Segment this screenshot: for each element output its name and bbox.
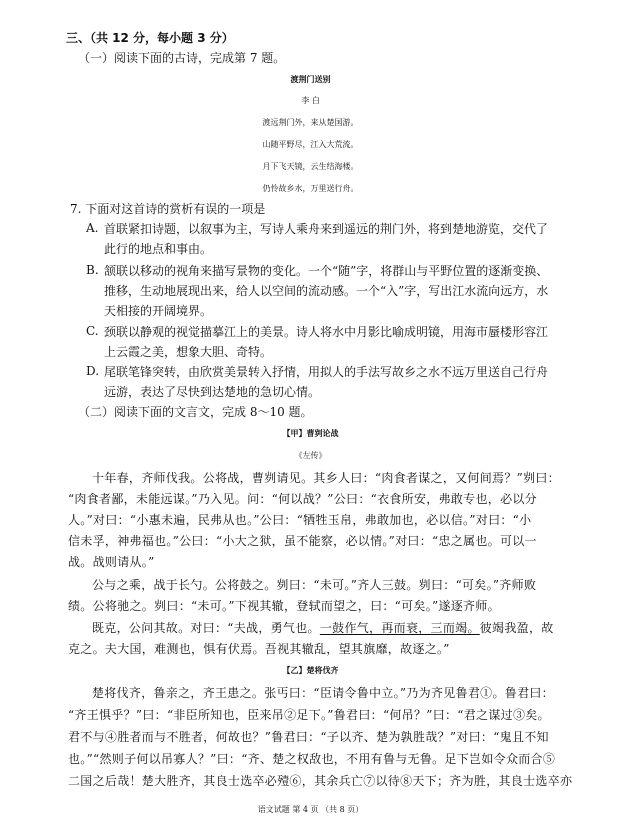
text-a-line: “肉食者鄙，未能远谋。”乃入见。问：“何以战？”公曰：“衣食所安，弗敢专也，必以分 <box>68 492 537 506</box>
poem-line: 山随平野尽，江入大荒流。 <box>262 140 359 149</box>
option-a-label: A. <box>86 221 99 235</box>
option-b-text: 推移，生动地展现出来，给人以空间的流动感。一个“入”字，写出江水流向远方，水 <box>104 284 549 298</box>
text-a-line <box>92 620 554 636</box>
text-a-title: 【甲】曹刿论战 <box>282 429 339 438</box>
text-a-line: 信未孚，神弗福也。”公曰：“小大之狱，虽不能察，必以情。”对曰：“忠之属也。可以一 <box>68 534 537 548</box>
poem-author: 李 白 <box>301 96 320 105</box>
underlined-phrase: 一鼓作气，再而衰，三而竭。 <box>319 621 480 635</box>
option-a-text: 此行的地点和事由。 <box>104 242 213 256</box>
page-footer: 语文试题 第 4 页 （共 8 页） <box>257 805 364 814</box>
option-d-text: 远游，表达了尽快到达楚地的急切心情。 <box>104 385 321 399</box>
section-heading: 三、（共 12 分，每小题 3 分） <box>66 31 234 45</box>
text-a-line: 人。”对曰：“小惠未遍，民弗从也。”公曰：“牺牲玉帛，弗敢加也，必以信。”对曰：“小 <box>68 513 532 527</box>
text-a-line: 十年春，齐师伐我。公将战，曹刿请见。其乡人曰：“肉食者谋之，又何间焉？”刿曰： <box>92 471 560 485</box>
text-b-line: 君不与④胜者而与不胜者，何故也？”鲁君曰：“子以齐、楚为孰胜哉？”对曰：“鬼且不知 <box>68 730 549 744</box>
text-b-title: 【乙】楚将伐齐 <box>282 666 339 675</box>
question7-stem: 7. 下面对这首诗的赏析有误的一项是 <box>70 202 266 216</box>
poem-line: 仍怜故乡水，万里送行舟。 <box>262 184 359 193</box>
option-c-text: 上云霞之美，想象大胆、奇特。 <box>104 345 273 359</box>
option-b-label: B. <box>86 263 99 277</box>
poem-title: 渡荆门送别 <box>290 75 331 84</box>
text-b-line: 二国之后哉！楚大胜齐，其良士选卒必殪⑥，其余兵亡⑦以待⑧天下；齐为胜，其良士选卒亦 <box>68 774 573 788</box>
poem-line: 月下飞天镜，云生结海楼。 <box>262 162 359 171</box>
option-c-text: 颈联以静观的视觉描摹江上的美景。诗人将水中月影比喻成明镜，用海市蜃楼形容江 <box>104 325 549 339</box>
text-a-line: 克之。夫大国，难测也，惧有伏焉。吾视其辙乱，望其旗靡，故逐之。” <box>68 642 450 656</box>
text-a-line: 公与之乘，战于长勺。公将鼓之。刿曰：“未可。”齐人三鼓。刿曰：“可矣。”齐师败 <box>92 578 537 592</box>
option-a-text: 首联紧扣诗题，以叙事为主，写诗人乘舟来到遥远的荆门外，将到楚地游览，交代了 <box>104 222 549 236</box>
text-a-segment: 彼竭我盈，故 <box>479 621 554 635</box>
text-a-line: 绩。公将驰之。刿曰：“未可。”下视其辙，登轼而望之，曰：“可矣。”遂逐齐师。 <box>68 599 500 613</box>
text-b-line: 楚将伐齐，鲁亲之，齐王患之。张丐曰：“臣请令鲁中立。”乃为齐见鲁君①。鲁君曰： <box>92 686 554 700</box>
option-b-text: 天相接的开阔境界。 <box>104 304 213 318</box>
option-c-label: C. <box>86 324 99 338</box>
option-b-text: 颔联以移动的视角来描写景物的变化。一个“随”字，将群山与平野位置的逐渐变换、 <box>104 264 549 278</box>
text-b-line: 也。”“然则子何以吊寡人？”曰：“齐、楚之权敌也，不用有鲁与无鲁。足下岂如令众而合⑤ <box>68 752 556 766</box>
text-a-segment: 既克，公问其故。对曰：“夫战，勇气也。 <box>92 621 320 635</box>
part1-intro: （一）阅读下面的古诗，完成第 7 题。 <box>78 51 286 65</box>
text-a-source: 《左传》 <box>294 451 327 460</box>
text-b-line: “齐王惧乎？”曰：“非臣所知也，臣来吊②足下。”鲁君曰：“何吊？”曰：“君之谋过③矣。 <box>68 708 550 722</box>
text-a-line: 战。战则请从。” <box>68 555 155 569</box>
part2-intro: （二）阅读下面的文言文，完成 8～10 题。 <box>78 405 313 419</box>
option-d-label: D. <box>86 364 100 378</box>
poem-line: 渡远荆门外，来从楚国游。 <box>262 118 359 127</box>
option-d-text: 尾联笔锋突转，由欣赏美景转入抒情，用拟人的手法写故乡之水不远万里送自己行舟 <box>104 365 549 379</box>
